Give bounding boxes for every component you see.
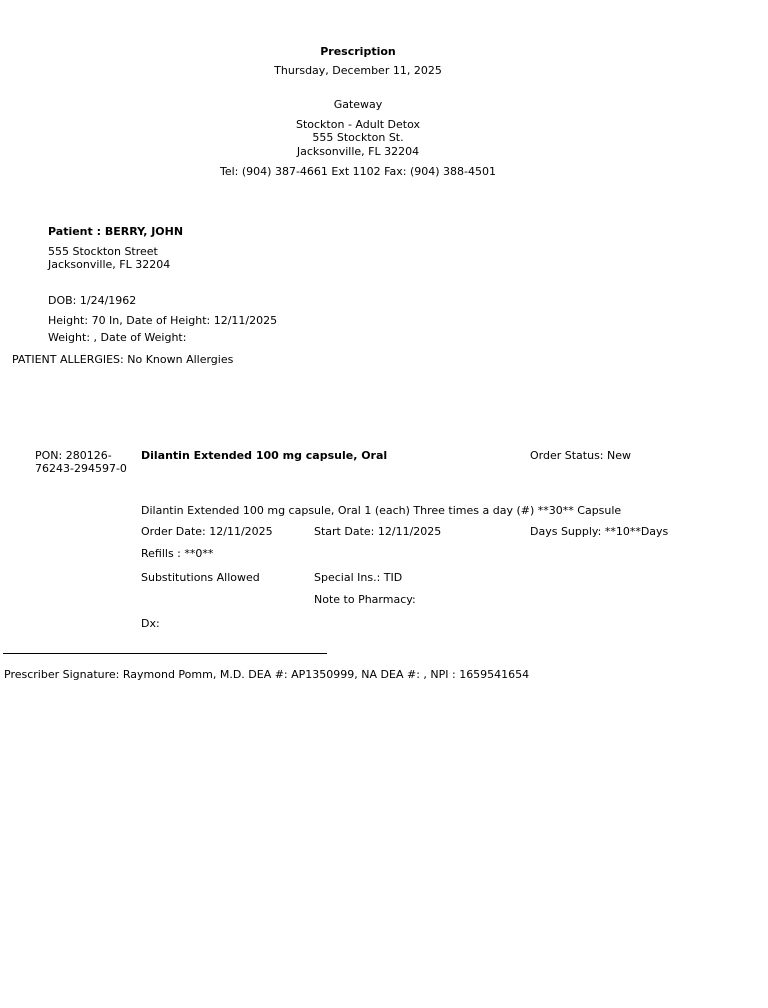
prescriber-signature: Prescriber Signature: Raymond Pomm, M.D. DEA #: AP1350999, NA DEA #: , NPI : 1659541654: [4, 668, 530, 681]
patient-height: Height: 70 In, Date of Height: 12/11/2025: [48, 314, 278, 327]
drug-title: Dilantin Extended 100 mg capsule, Oral: [141, 449, 388, 462]
order-date: Order Date: 12/11/2025: [141, 525, 273, 538]
patient-city: Jacksonville, FL 32204: [48, 258, 171, 271]
order-status: Order Status: New: [530, 449, 632, 462]
order-pon-line2: 76243-294597-0: [35, 462, 127, 475]
page-title: Prescription: [320, 45, 396, 58]
patient-name: Patient : BERRY, JOHN: [48, 225, 184, 238]
facility-contact: Tel: (904) 387-4661 Ext 1102 Fax: (904) 388-4501: [220, 165, 496, 178]
patient-street: 555 Stockton Street: [48, 245, 158, 258]
signature-line: [3, 653, 327, 654]
patient-allergies: PATIENT ALLERGIES: No Known Allergies: [12, 353, 234, 366]
facility-name: Stockton - Adult Detox: [295, 118, 421, 131]
prescription-date: Thursday, December 11, 2025: [274, 64, 442, 77]
special-instructions: Special Ins.: TID: [314, 571, 403, 584]
days-supply: Days Supply: **10**Days: [530, 525, 669, 538]
organization-name: Gateway: [333, 98, 383, 111]
start-date: Start Date: 12/11/2025: [314, 525, 442, 538]
facility-city: Jacksonville, FL 32204: [296, 145, 420, 158]
substitutions: Substitutions Allowed: [141, 571, 260, 584]
facility-street: 555 Stockton St.: [312, 131, 404, 144]
patient-dob: DOB: 1/24/1962: [48, 294, 137, 307]
patient-weight: Weight: , Date of Weight:: [48, 331, 187, 344]
pharmacy-note: Note to Pharmacy:: [314, 593, 416, 606]
refills: Refills : **0**: [141, 547, 214, 560]
drug-sig: Dilantin Extended 100 mg capsule, Oral 1 (each) Three times a day (#) **30** Capsule: [141, 504, 622, 517]
diagnosis: Dx:: [141, 617, 160, 630]
order-pon-line1: PON: 280126-: [35, 449, 112, 462]
